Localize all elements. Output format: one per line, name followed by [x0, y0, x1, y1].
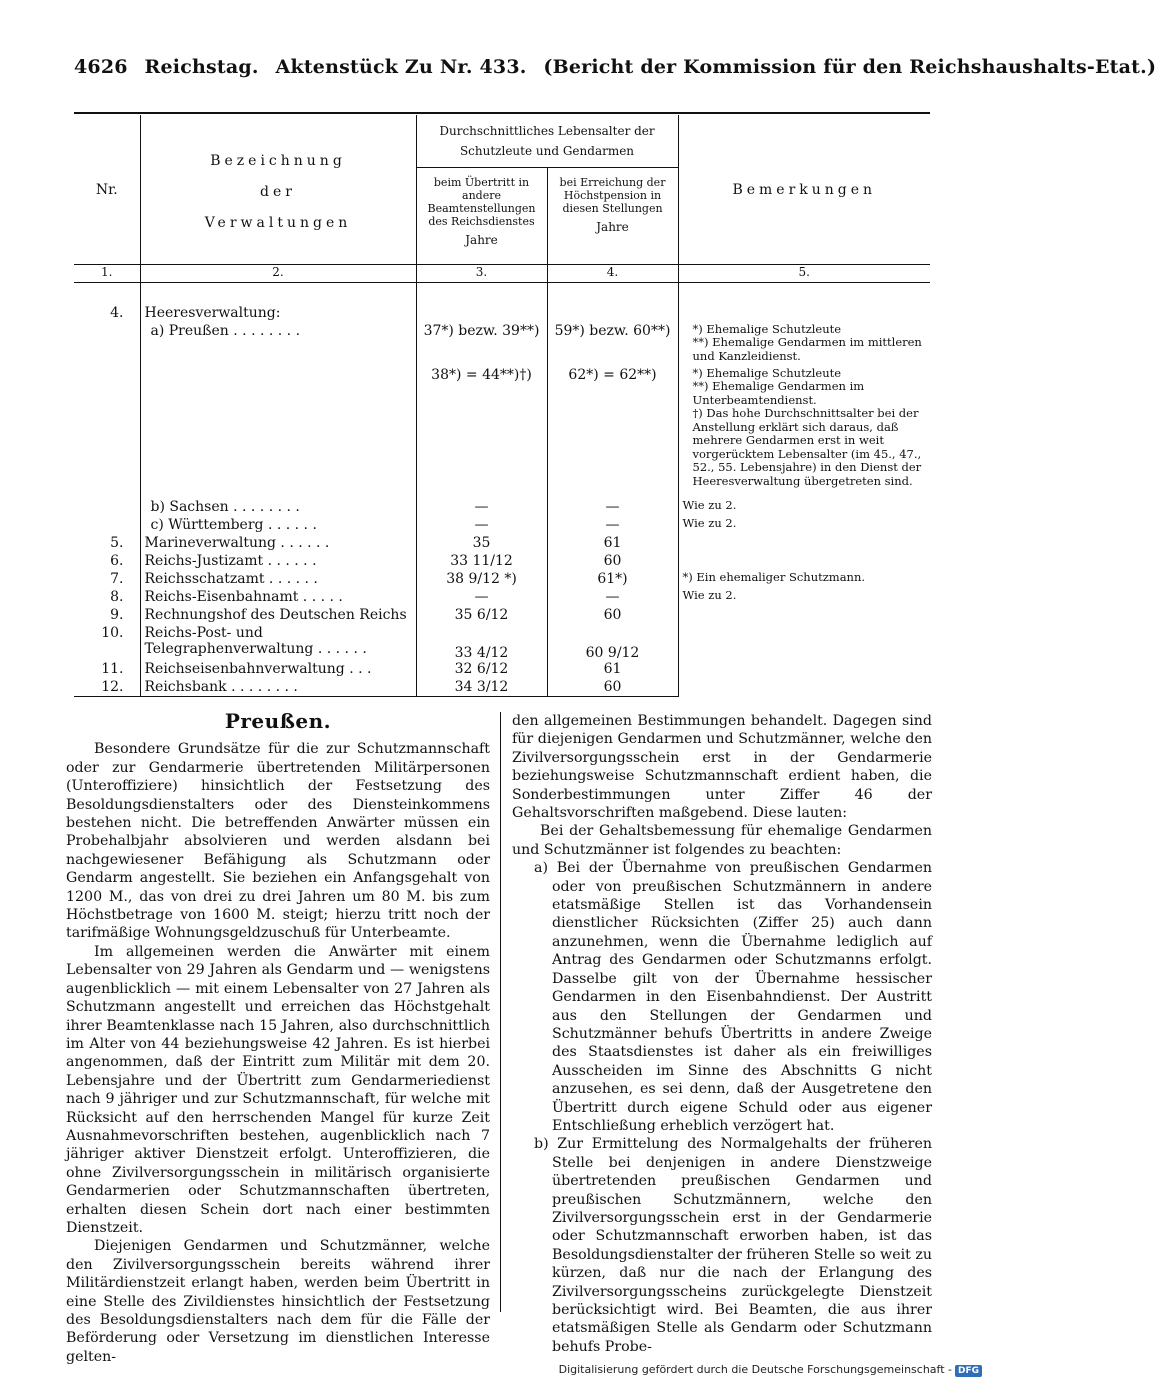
- table-row: 4. Heeresverwaltung:: [74, 305, 930, 323]
- table-row: 12. Reichsbank . . . . . . . . 34 3/12 60: [74, 679, 930, 697]
- table-row: 11. Reichseisenbahnverwaltung . . . 32 6/12 61: [74, 661, 930, 679]
- table-row: 8. Reichs-Eisenbahnamt . . . . . — — Wie zu 2.: [74, 589, 930, 607]
- paragraph: Diejenigen Gendarmen und Schutzmänner, welche den Zivilversorgungsschein bereits während ihrer Militärdienstzeit erlangt haben, werden beim Übertritt in eine Stelle des Zivildienstes hinsichtlich der Festsetzung des Besoldungsdienstalters nach dem für die Fälle der Beförderung oder Versetzung im dienstlichen Interesse gelten-: [66, 1238, 490, 1365]
- col-header-nr: Nr.: [74, 115, 140, 265]
- table-row: 10. Reichs-Post- und Telegraphenverwaltung . . . . . . 33 4/12 60 9/12: [74, 625, 930, 661]
- col-header-uebertritt: beim Übertritt in andere Beamtenstellungen des Reichsdienstes Jahre: [416, 168, 547, 265]
- colnum: 3.: [416, 265, 547, 283]
- column-divider: [500, 712, 501, 1312]
- col-header-group: Durchschnittliches Lebensalter der Schutzleute und Gendarmen: [416, 115, 678, 168]
- column-numbers-row: [74, 265, 930, 283]
- table-row: 5. Marineverwaltung . . . . . . 35 61: [74, 535, 930, 553]
- section-title: Preußen.: [224, 709, 332, 733]
- list-item: b) Zur Ermittelung des Normalgehalts der früheren Stelle bei denjenigen in andere Dienstzweige übertretenden preußischen Gendarmen und preußischen Schutzmännern, welche den Zivilversorgungsschein erst in der Gendarmerie oder Schutzmannschaft erworben haben, ist das Besoldungsdienstalter der früheren Stelle so weit zu kürzen, daß nur die nach der Erlangung des Zivilversorgungsscheins zurückgelegte Dienstzeit berücksichtigt wird. Bei Beamten, die aus ihrer etatsmäßigen Stelle als Gendarm oder Schutzmann behufs Probe-: [534, 1136, 932, 1355]
- table-row: b) Sachsen . . . . . . . . — — Wie zu 2.: [74, 499, 930, 517]
- paragraph: den allgemeinen Bestimmungen behandelt. Dagegen sind für diejenigen Gendarmen und Schutzmänner, welche den Zivilversorgungsschein erst in der Gendarmerie beziehungsweise Schutzmannschaft erdient haben, die Sonderbestimmungen unter Ziffer 46 der Gehaltsvorschriften maßgebend. Diese lauten:: [512, 713, 932, 822]
- colnum: 1.: [74, 265, 140, 283]
- header-rule: [74, 112, 930, 114]
- table-row: 38*) = 44**)†) 62*) = 62**) *) Ehemalige Schutzleute **) Ehemalige Gendarmen im Unterbeamtendienst. †) Das hohe Durchschnittsalter bei der Anstellung erklärt sich daraus, daß mehrere Gendarmen erst in weit vorgerücktem Lebensalter (im 45., 47., 52., 55. Lebensjahre) in den Dienst der Heeresverwaltung übergetreten sind.: [74, 367, 930, 499]
- page-number: 4626: [74, 56, 128, 78]
- colnum: 4.: [547, 265, 678, 283]
- footer-text: Digitalisierung gefördert durch die Deutsche Forschungsgemeinschaft -: [558, 1363, 952, 1376]
- paragraph: Im allgemeinen werden die Anwärter mit einem Lebensalter von 29 Jahren als Gendarm und — wenigstens augenblicklich — mit einem Lebensalter von 27 Jahren als Schutzmann angestellt und erreichen das Höchstgehalt ihrer Beamtenklasse nach 15 Jahren, also durchschnittlich im Alter von 44 beziehungsweise 42 Jahren. Es ist hierbei angenommen, daß der Eintritt zum Militär mit dem 20. Lebensjahre und der Übertritt zum Gendarmeriedienst nach 9 jähriger und zur Schutzmannschaft, für welche mit Rücksicht auf den herrschenden Mangel für kurze Zeit Ausnahmevorschriften bestehen, augenblicklich nach 7 jähriger aktiver Dienstzeit erfolgt. Unteroffizieren, die ohne Zivilversorgungsschein in militärisch organisierte Gendarmerien oder Schutzmannschaften übertreten, erhalten diesen Schein dort nach einer bestimmten Dienstzeit.: [66, 943, 490, 1236]
- colnum: 2.: [140, 265, 416, 283]
- table-row: 6. Reichs-Justizamt . . . . . . 33 11/12 60: [74, 553, 930, 571]
- col-header-hoechstpension: bei Erreichung der Höchstpension in diesen Stellungen Jahre: [547, 168, 678, 265]
- list-item: a) Bei der Übernahme von preußischen Gendarmen oder von preußischen Schutzmännern in andere etatsmäßige Stellen ist das Vorhandensein dienstlicher Rücksichten (Ziffer 25) auch dann anzunehmen, wenn die Übernahme lediglich auf Antrag des Gendarmen oder Schutzmanns erfolgt. Dasselbe gilt von der Übernahme hessischer Gendarmen in den Eisenbahndienst. Der Austritt aus den Stellungen der Gendarmen und Schutzmänner behufs Übertritts in andere Zweige des Staatsdienstes ist daher als ein freiwilliges Ausscheiden im Sinne des Abschnitts G nicht anzusehen, es sei denn, daß der Ausgetretene den Übertritt durch eigene Schuld oder aus eigener Entschließung erheblich verzögert hat.: [534, 860, 932, 1134]
- dfg-logo-icon: DFG: [955, 1365, 982, 1377]
- colnum: 5.: [678, 265, 930, 283]
- table-row: a) Preußen . . . . . . . . 37*) bezw. 39**) 59*) bezw. 60**) *) Ehemalige Schutzleute **) Ehemalige Gendarmen im mittleren und Kanzleidienst.: [74, 323, 930, 367]
- page-header: [74, 56, 1157, 78]
- left-column: [66, 709, 490, 1366]
- col-header-bemerkungen: Bemerkungen: [678, 115, 930, 265]
- table-row: 7. Reichsschatzamt . . . . . . 38 9/12 *) 61*) *) Ein ehemaliger Schutzmann.: [74, 571, 930, 589]
- paragraph: Bei der Gehaltsbemessung für ehemalige Gendarmen und Schutzmänner ist folgendes zu beachten:: [512, 823, 932, 858]
- header-subtitle: (Bericht der Kommission für den Reichshaushalts-Etat.): [543, 56, 1157, 78]
- table-row: 9. Rechnungshof des Deutschen Reichs 35 6/12 60: [74, 607, 930, 625]
- col-header-bezeichnung: Bezeichnung der Verwaltungen: [140, 115, 416, 265]
- header-source: Reichstag.: [144, 56, 259, 78]
- table-row: c) Württemberg . . . . . . — — Wie zu 2.: [74, 517, 930, 535]
- data-table: [74, 115, 930, 697]
- header-document: Aktenstück Zu Nr. 433.: [275, 56, 527, 78]
- footer-credit: [559, 1363, 982, 1377]
- right-column: [512, 712, 932, 1356]
- paragraph: Besondere Grundsätze für die zur Schutzmannschaft oder zur Gendarmerie übertretenden Militärpersonen (Unteroffiziere) hinsichtlich der Festsetzung des Besoldungsdienstalters oder des Diensteinkommens bestehen nicht. Die betreffenden Anwärter müssen ein Probehalbjahr absolvieren und werden alsdann bei nachgewiesener Befähigung als Schutzmann oder Gendarm angestellt. Sie beziehen ein Anfangsgehalt von 1200 M., das von drei zu drei Jahren um 80 M. bis zum Höchstbetrage von 1600 M. steigt; hierzu tritt noch der tarifmäßige Wohnungsgeldzuschuß für Unterbeamte.: [66, 741, 490, 942]
